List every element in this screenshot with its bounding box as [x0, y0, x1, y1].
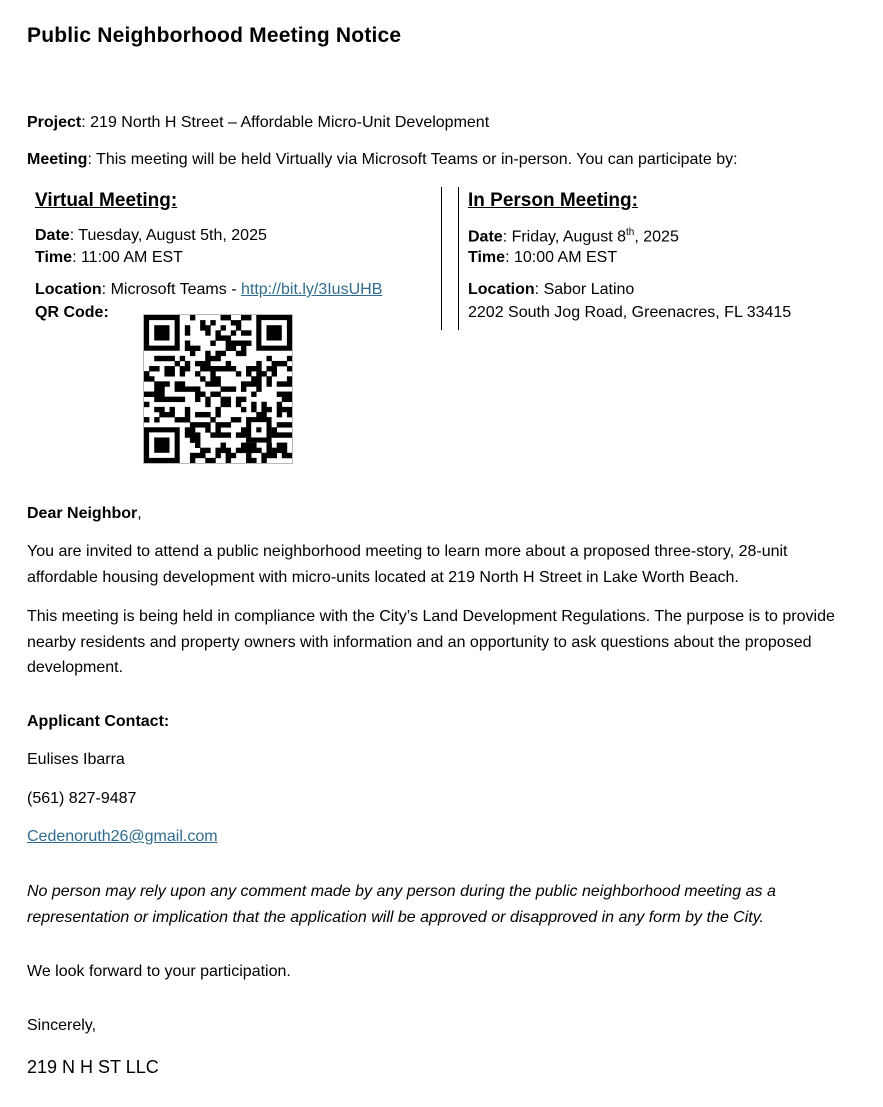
applicant-contact-heading: Applicant Contact:: [27, 713, 170, 730]
project-label: Project: [27, 114, 82, 131]
contact-name: Eulises Ibarra: [27, 751, 125, 768]
in-person-date: [468, 227, 679, 246]
in-person-meeting-column: [468, 190, 858, 321]
column-divider-right: [458, 187, 459, 330]
in-person-date-year: , 2025: [634, 228, 679, 246]
column-divider-left: [441, 187, 442, 330]
greeting-comma: ,: [137, 505, 142, 522]
in-person-date-suffix: th: [626, 227, 635, 238]
in-person-location: [468, 281, 634, 299]
teams-meeting-link[interactable]: http://bit.ly/3IusUHB: [240, 281, 383, 298]
qr-code-label: QR Code:: [35, 304, 109, 321]
purpose-paragraph: This meeting is being held in compliance with the City’s Land Development Regulations. The purpose is to provide nearby residents and property owners with information and an opportunity to ask questions about the proposed development.: [27, 608, 835, 676]
project-text: : 219 North H Street – Affordable Micro-Unit Development: [81, 114, 490, 131]
in-person-location-label: Location: [468, 281, 535, 298]
in-person-address: 2202 South Jog Road, Greenacres, FL 33415: [468, 304, 792, 321]
meeting-text: : This meeting will be held Virtually via Microsoft Teams or in-person. You can participate by:: [87, 151, 738, 168]
in-person-time-label: Time: [468, 249, 506, 266]
qr-code-image: [143, 314, 293, 464]
in-person-meeting-heading: In Person Meeting:: [468, 190, 638, 211]
in-person-location-value: : Sabor Latino: [534, 281, 635, 298]
virtual-time-value: : 11:00 AM EST: [72, 249, 183, 266]
page-title: Public Neighborhood Meeting Notice: [27, 24, 402, 47]
virtual-meeting-column: [35, 190, 440, 321]
invitation-paragraph: You are invited to attend a public neighborhood meeting to learn more about a proposed three-story, 28-unit affordable housing development with micro-units located at 219 North H Street in Lake Worth Beach.: [27, 543, 788, 586]
meeting-line: [27, 151, 738, 169]
in-person-date-label: Date: [468, 228, 503, 246]
closing-line: We look forward to your participation.: [27, 963, 291, 980]
disclaimer-paragraph: No person may rely upon any comment made by any person during the public neighborhood meeting as a representation or implication that the application will be approved or disapproved in any form by the City.: [27, 883, 776, 926]
in-person-time: [468, 249, 617, 267]
virtual-location-label: Location: [35, 281, 102, 298]
virtual-location-value: : Microsoft Teams -: [101, 281, 241, 298]
virtual-date: [35, 227, 267, 245]
meeting-label: Meeting: [27, 151, 88, 168]
project-line: [27, 114, 489, 132]
signature: 219 N H ST LLC: [27, 1057, 159, 1077]
greeting-name: Dear Neighbor: [27, 505, 138, 522]
greeting: [27, 505, 142, 523]
virtual-location: [35, 281, 382, 299]
virtual-meeting-heading: Virtual Meeting:: [35, 190, 178, 211]
virtual-date-value: : Tuesday, August 5th, 2025: [69, 227, 267, 244]
contact-phone: (561) 827-9487: [27, 790, 137, 807]
qr-code-graphic: [144, 315, 292, 463]
contact-email-link[interactable]: Cedenoruth26@gmail.com: [27, 828, 218, 845]
in-person-date-value: : Friday, August 8: [502, 228, 627, 246]
in-person-time-value: : 10:00 AM EST: [505, 249, 618, 266]
sign-off: Sincerely,: [27, 1017, 97, 1034]
virtual-date-label: Date: [35, 227, 70, 244]
virtual-time: [35, 249, 183, 267]
virtual-time-label: Time: [35, 249, 73, 266]
